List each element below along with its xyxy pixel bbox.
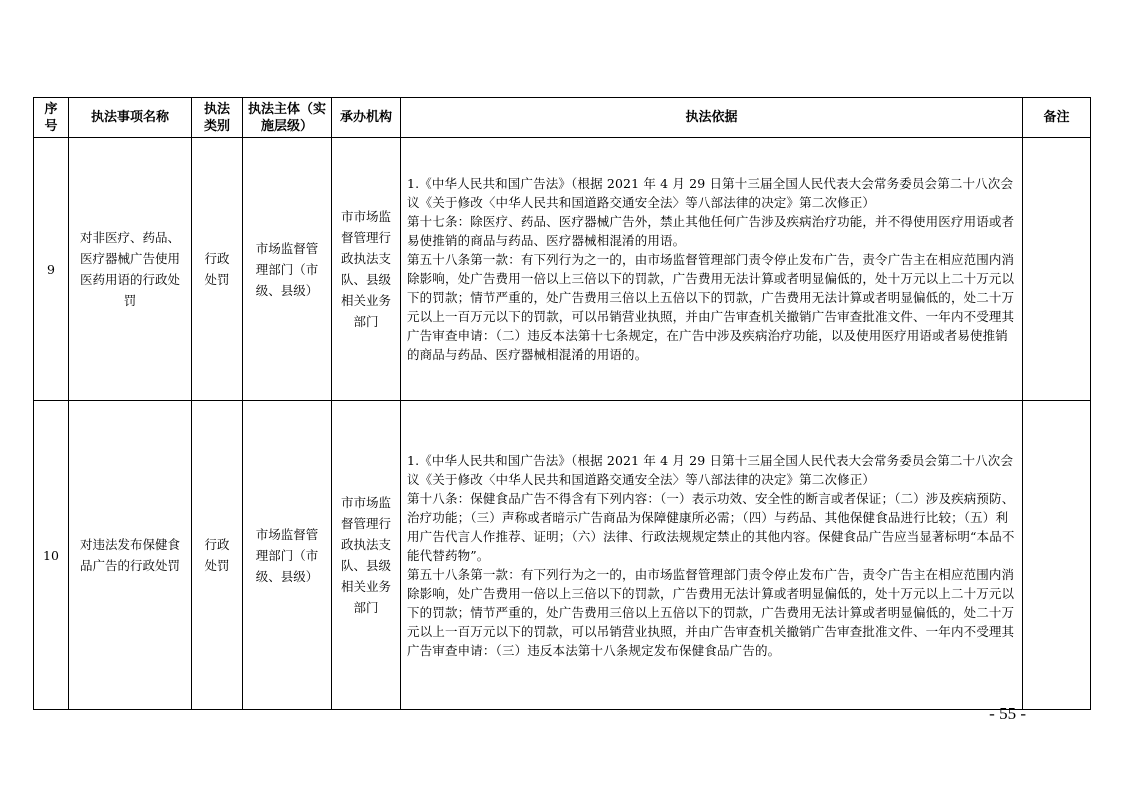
row-agency: 市市场监督管理行政执法支队、县级相关业务部门 [332,401,401,710]
table-header-row [34,98,1091,138]
header-remarks: 备注 [1023,98,1091,138]
header-seq: 序号 [34,98,69,138]
row-subject: 市场监督管理部门（市级、县级） [243,401,332,710]
enforcement-table [33,97,1091,710]
basis-article: 第十八条：保健食品广告不得含有下列内容：（一）表示功效、安全性的断言或者保证；（二）涉及疾病预防、治疗功能；（三）声称或者暗示广告商品为保障健康所必需；（四）与药品、其他保健食品进行比较；（五）利用广告代言人作推荐、证明；（六）法律、行政法规规定禁止的其他内容。保健食品广告应当显著标明“本品不能代替药物”。 [407,490,1015,563]
basis-law-title: 1.《中华人民共和国广告法》（根据 2021 年 4 月 29 日第十三届全国人民代表大会常务委员会第二十八次会议《关于修改〈中华人民共和国道路交通安全法〉等八部法律的决定》第二次修正） [407,176,1014,210]
header-category: 执法类别 [192,98,243,138]
row-legal-basis [401,401,1023,710]
basis-article: 第十七条：除医疗、药品、医疗器械广告外，禁止其他任何广告涉及疾病治疗功能，并不得使用医疗用语或者易使推销的商品与药品、医疗器械相混淆的用语。 [407,214,1015,248]
row-subject: 市场监督管理部门（市级、县级） [243,138,332,401]
basis-article: 第五十八条第一款：有下列行为之一的，由市场监督管理部门责令停止发布广告，责令广告主在相应范围内消除影响，处广告费用一倍以上三倍以下的罚款，广告费用无法计算或者明显偏低的，处十万元以上二十万元以下的罚款；情节严重的，处广告费用三倍以上五倍以下的罚款，广告费用无法计算或者明显偏低的，处二十万元以上一百万元以下的罚款，可以吊销营业执照，并由广告审查机关撤销广告审查批准文件、一年内不受理其广告审查申请：（二）违反本法第十七条规定，在广告中涉及疾病治疗功能，以及使用医疗用语或者易使推销的商品与药品、医疗器械相混淆的用语的。 [407,252,1015,362]
row-category: 行政处罚 [192,138,243,401]
row-remarks [1023,401,1091,710]
row-remarks [1023,138,1091,401]
row-item-name: 对违法发布保健食品广告的行政处罚 [69,401,192,710]
basis-law-title: 1.《中华人民共和国广告法》（根据 2021 年 4 月 29 日第十三届全国人民代表大会常务委员会第二十八次会议《关于修改〈中华人民共和国道路交通安全法〉等八部法律的决定》第二次修正） [407,452,1014,487]
row-category: 行政处罚 [192,401,243,710]
basis-article: 第五十八条第一款：有下列行为之一的，由市场监督管理部门责令停止发布广告，责令广告主在相应范围内消除影响，处广告费用一倍以上三倍以下的罚款，广告费用无法计算或者明显偏低的，处十万元以上二十万元以下的罚款；情节严重的，处广告费用三倍以上五倍以下的罚款，广告费用无法计算或者明显偏低的，处二十万元以上一百万元以下的罚款，可以吊销营业执照，并由广告审查机关撤销广告审查批准文件、一年内不受理其广告审查申请：（三）违反本法第十八条规定发布保健食品广告的。 [407,566,1015,658]
table-row [34,401,1091,710]
row-agency: 市市场监督管理行政执法支队、县级相关业务部门 [332,138,401,401]
table-row [34,138,1091,401]
row-legal-basis [401,138,1023,401]
row-seq: 9 [34,138,69,401]
page-number: - 55 - [989,704,1026,723]
header-subject: 执法主体（实施层级） [243,98,332,138]
row-item-name: 对非医疗、药品、医疗器械广告使用医药用语的行政处罚 [69,138,192,401]
row-seq: 10 [34,401,69,710]
header-basis: 执法依据 [401,98,1023,138]
header-agency: 承办机构 [332,98,401,138]
header-name: 执法事项名称 [69,98,192,138]
